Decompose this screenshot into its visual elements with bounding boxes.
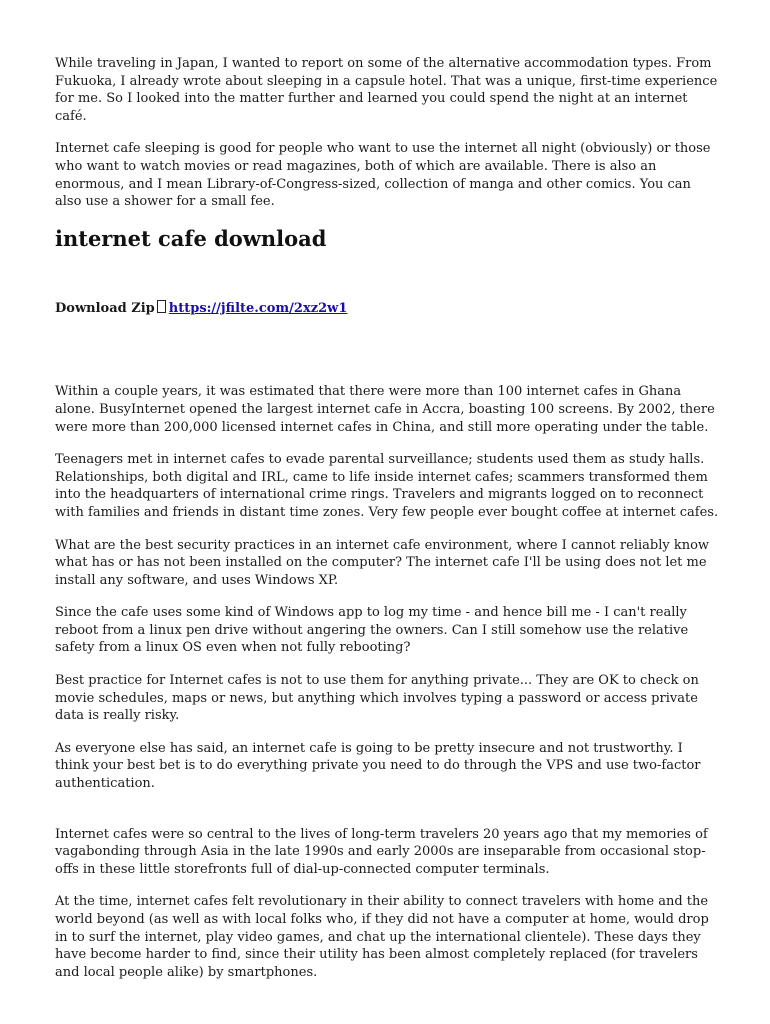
section-body	[55, 826, 720, 982]
paragraph: Best practice for Internet cafes is not to use them for anything private... They are OK to check on movie schedules, maps or news, but anything which involves typing a password or access private data is really risky.	[55, 673, 699, 724]
paragraph: As everyone else has said, an internet cafe is going to be pretty insecure and not trustworthy. I think your best bet is to do everything private you need to do through the VPS and use two-factor authentication.	[55, 740, 701, 792]
paragraph: Internet cafes were so central to the lives of long-term travelers 20 years ago that my memories of vagabonding through Asia in the late 1990s and early 2000s are inseparable from occasional stop-offs in these little storefronts full of dial-up-connected computer terminals.	[55, 826, 708, 877]
section-body	[55, 383, 720, 792]
paragraph: Teenagers met in internet cafes to evade parental surveillance; students used them as study halls. Relationships, both digital and IRL, came to life inside internet cafes; scammers transformed them into the headquarters of international crime rings. Travelers and migrants logged on to reconnect with families and friends in distant time zones. Very few people ever bought coffee at internet cafes.	[55, 452, 719, 520]
paragraph: While traveling in Japan, I wanted to report on some of the alternative accommodation types. From Fukuoka, I already wrote about sleeping in a capsule hotel. That was a unique, first-time experience for me. So I looked into the matter further and learned you could spend the night at an internet café.	[55, 56, 718, 124]
paragraph: Within a couple years, it was estimated that there were more than 100 internet cafes in Ghana alone. BusyInternet opened the largest internet cafe in Accra, boasting 100 screens. By 2002, there were more than 200,000 licensed internet cafes in China, and still more operating under the table.	[55, 384, 715, 435]
paragraph: Since the cafe uses some kind of Windows app to log my time - and hence bill me - I can't really reboot from a linux pen drive without angering the owners. Can I still somehow use the relative safety from a linux OS even when not fully rebooting?	[55, 605, 689, 656]
paragraph: What are the best security practices in an internet cafe environment, where I cannot reliably know what has or has not been installed on the computer? The internet cafe I'll be using does not let me install any software, and uses Windows XP.	[55, 537, 710, 588]
download-link[interactable]: https://jfilte.com/2xz2w1	[168, 300, 348, 316]
download-line	[55, 300, 720, 318]
download-label: Download Zip	[55, 300, 155, 316]
missing-glyph-icon	[157, 300, 166, 313]
paragraph: At the time, internet cafes felt revolutionary in their ability to connect travelers with home and the world beyond (as well as with local folks who, if they did not have a computer at home, would drop in to surf the internet, play video games, and chat up the international clientele). These days they have become harder to find, since their utility has been almost completely replaced (for travelers and local people alike) by smartphones.	[55, 894, 709, 980]
article-body	[55, 55, 720, 996]
page-heading: internet cafe download	[55, 225, 327, 251]
paragraph: Internet cafe sleeping is good for people who want to use the internet all night (obviously) or those who want to watch movies or read magazines, both of which are available. There is also an enormous, and I mean Library-of-Congress-sized, collection of manga and other comics. You can also use a shower for a small fee.	[55, 141, 711, 210]
